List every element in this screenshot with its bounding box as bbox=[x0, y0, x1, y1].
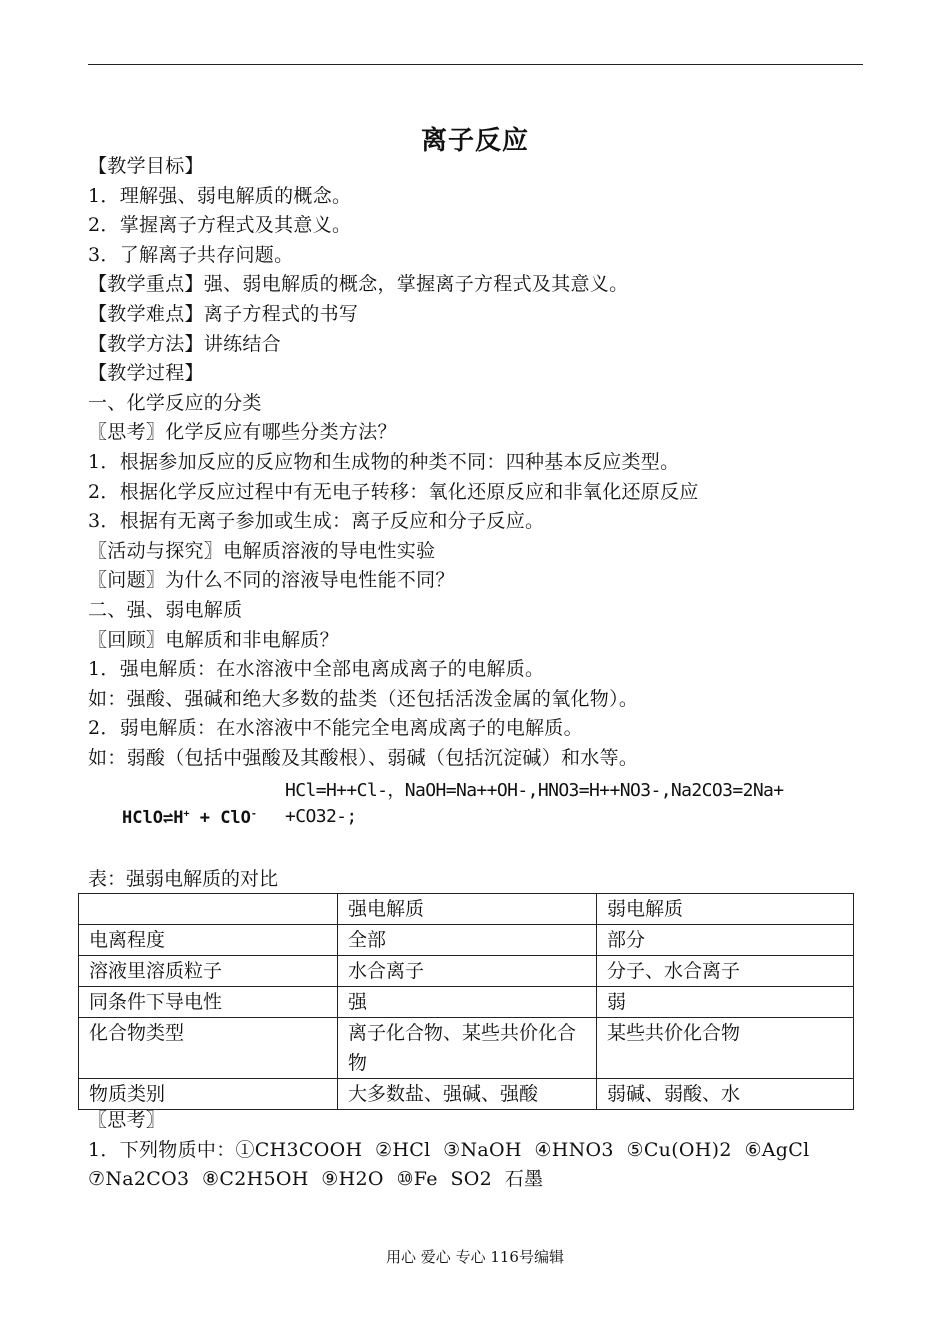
positive-charge: + bbox=[183, 808, 190, 820]
table-cell: 强电解质 bbox=[338, 894, 597, 925]
text-line: 1．根据参加反应的反应物和生成物的种类不同：四种基本反应类型。 bbox=[88, 450, 680, 473]
text-line: ⑦Na2CO3 ⑧C2H5OH ⑨H2O ⑩Fe SO2 石墨 bbox=[88, 1168, 544, 1191]
table-cell: 电离程度 bbox=[79, 925, 338, 956]
text-line: 1．理解强、弱电解质的概念。 bbox=[88, 184, 352, 207]
table-row bbox=[79, 925, 854, 956]
table-cell: 大多数盐、强碱、强酸 bbox=[338, 1079, 597, 1110]
text-line: 1．强电解质：在水溶液中全部电离成离子的电解质。 bbox=[88, 658, 545, 681]
exercise-text bbox=[88, 1106, 878, 1195]
text-line: 如：强酸、强碱和绝大多数的盐类（还包括活泼金属的氧化物）。 bbox=[88, 687, 639, 710]
text-line: 3．根据有无离子参加或生成：离子反应和分子反应。 bbox=[88, 510, 545, 533]
hclo-equilibrium-equation bbox=[122, 808, 257, 828]
table-cell: 物质类别 bbox=[79, 1079, 338, 1110]
text-line: 3．了解离子共存问题。 bbox=[88, 243, 294, 266]
table-cell: 某些共价化合物 bbox=[597, 1018, 854, 1079]
equilibrium-arrow-icon: ⇌ bbox=[162, 808, 174, 828]
table-row bbox=[79, 1079, 854, 1110]
table-cell: 部分 bbox=[597, 925, 854, 956]
text-line: 如：弱酸（包括中强酸及其酸根）、弱碱（包括沉淀碱）和水等。 bbox=[88, 746, 639, 769]
text-line: 2．掌握离子方程式及其意义。 bbox=[88, 214, 352, 237]
negative-charge: - bbox=[250, 808, 257, 820]
text-line: 〖问题〗为什么不同的溶液导电性能不同？ bbox=[88, 569, 455, 592]
table-cell: 离子化合物、某些共价化合物 bbox=[338, 1018, 597, 1079]
table-cell: 强 bbox=[338, 987, 597, 1018]
table-cell: 全部 bbox=[338, 925, 597, 956]
table-cell: 弱电解质 bbox=[597, 894, 854, 925]
header-rule bbox=[88, 64, 863, 65]
text-line: 【教学过程】 bbox=[88, 362, 204, 385]
text-line: 二、强、弱电解质 bbox=[88, 598, 243, 621]
electrolyte-comparison-table bbox=[78, 893, 854, 1110]
table-caption: 表：强弱电解质的对比 bbox=[88, 868, 279, 890]
text-line: 2．弱电解质：在水溶液中不能完全电离成离子的电解质。 bbox=[88, 717, 583, 740]
text-line: 〖回顾〗电解质和非电解质？ bbox=[88, 628, 339, 651]
page-title: 离子反应 bbox=[420, 126, 529, 156]
table-cell bbox=[79, 894, 338, 925]
table-cell: 水合离子 bbox=[338, 956, 597, 987]
hclo-formula: HClO bbox=[122, 808, 163, 828]
text-line: 2．根据化学反应过程中有无电子转移：氧化还原反应和非氧化还原反应 bbox=[88, 480, 699, 503]
table-cell: 化合物类型 bbox=[79, 1018, 338, 1079]
hydrogen-ion: H bbox=[173, 808, 184, 828]
table-cell: 弱碱、弱酸、水 bbox=[597, 1079, 854, 1110]
ionization-equations-cont: +CO32-; bbox=[285, 806, 357, 827]
table-header-row bbox=[79, 894, 854, 925]
body-text bbox=[88, 152, 868, 773]
table-cell: 溶液里溶质粒子 bbox=[79, 956, 338, 987]
ionization-equations: HCl=H++Cl-，NaOH=Na++OH-,HNO3=H++NO3-,Na2CO3=2Na+ bbox=[285, 780, 784, 801]
text-line: 1．下列物质中：①CH3COOH ②HCl ③NaOH ④HNO3 ⑤Cu(OH)2 ⑥AgCl bbox=[88, 1138, 810, 1161]
table-cell: 分子、水合离子 bbox=[597, 956, 854, 987]
table-cell: 同条件下导电性 bbox=[79, 987, 338, 1018]
page-footer: 用心 爱心 专心 116号编辑 bbox=[386, 1248, 564, 1266]
table-row bbox=[79, 1018, 854, 1079]
hypochlorite-ion: + ClO bbox=[189, 808, 251, 828]
table-cell: 弱 bbox=[597, 987, 854, 1018]
text-line: 一、化学反应的分类 bbox=[88, 391, 262, 414]
text-line: 【教学方法】讲练结合 bbox=[88, 332, 282, 355]
table-row bbox=[79, 956, 854, 987]
text-line: 【教学重点】强、弱电解质的概念，掌握离子方程式及其意义。 bbox=[88, 273, 629, 296]
table-row bbox=[79, 987, 854, 1018]
text-line: 〖活动与探究〗电解质溶液的导电性实验 bbox=[88, 539, 436, 562]
text-line: 【教学难点】离子方程式的书写 bbox=[88, 302, 359, 325]
text-line: 【教学目标】 bbox=[88, 155, 204, 177]
text-line: 〖思考〗化学反应有哪些分类方法？ bbox=[88, 421, 397, 444]
text-line: 〖思考〗 bbox=[88, 1109, 166, 1131]
